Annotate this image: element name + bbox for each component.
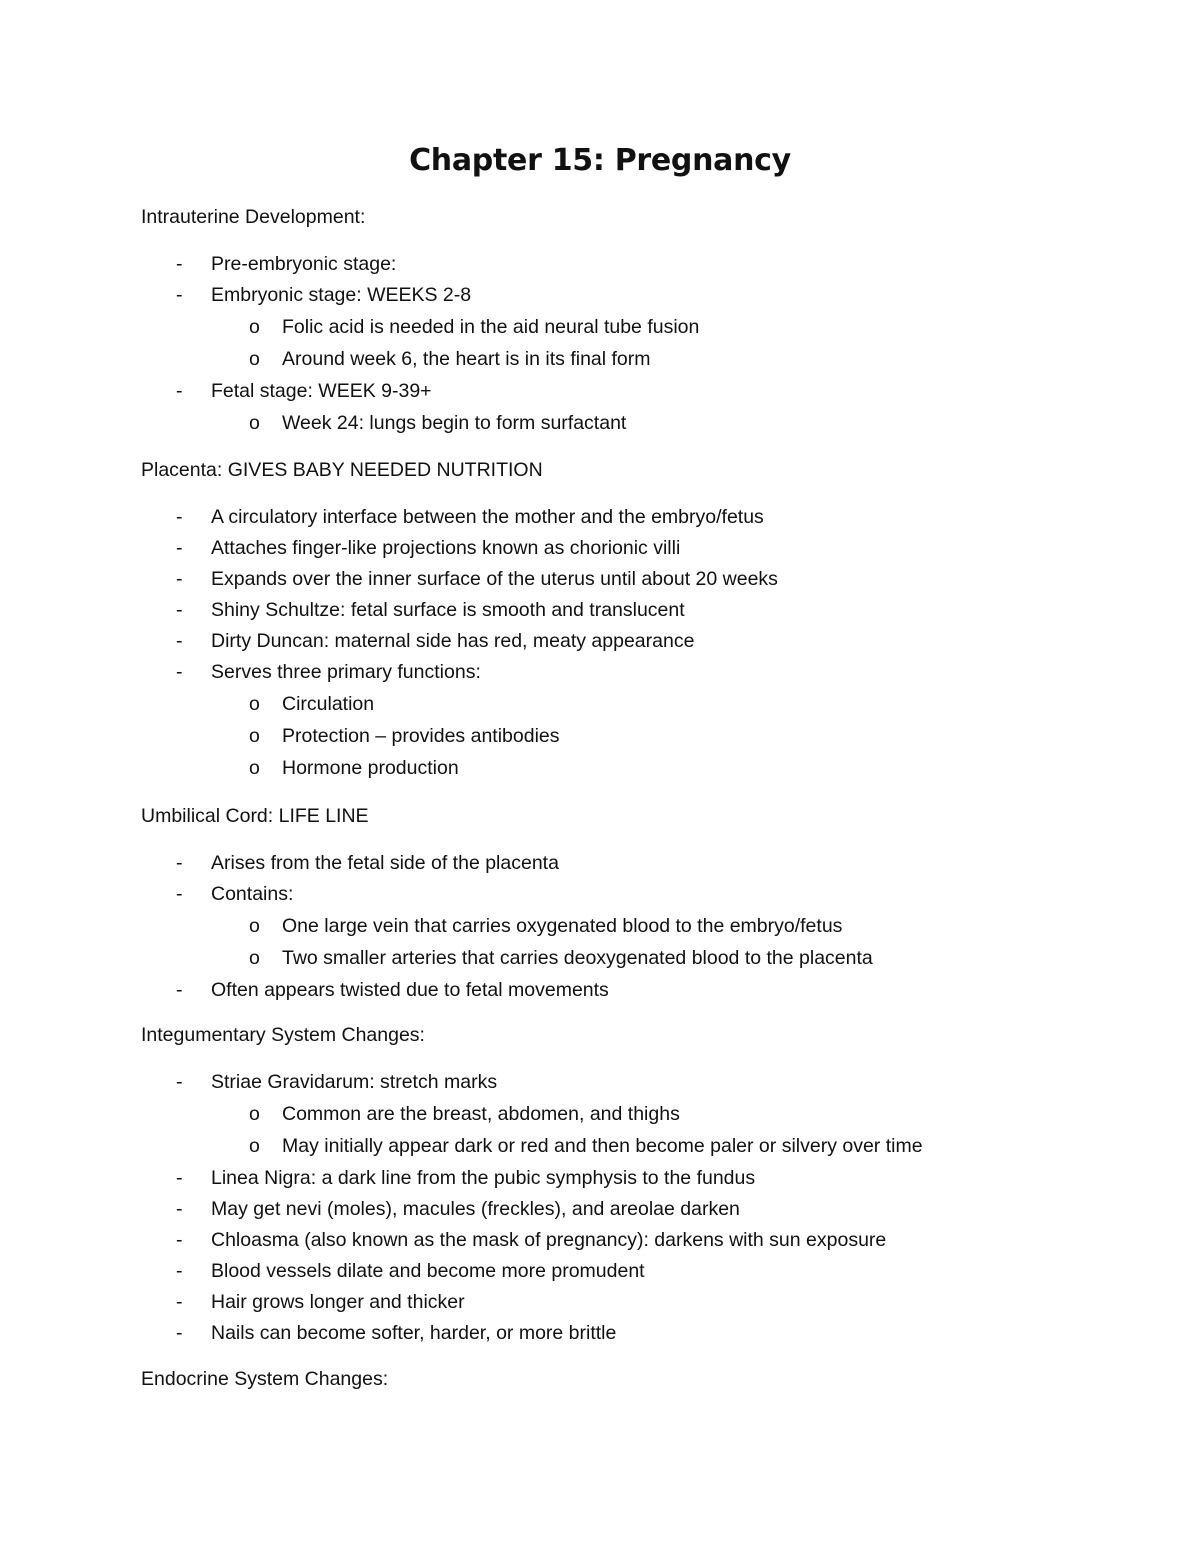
list-item-text: Chloasma (also known as the mask of pregnancy): darkens with sun exposure bbox=[211, 1229, 887, 1251]
list-item-text: Folic acid is needed in the aid neural tube fusion bbox=[282, 316, 700, 338]
list-item bbox=[0, 883, 1200, 914]
dash-bullet: - bbox=[176, 1260, 183, 1282]
list-item-text: A circulatory interface between the mother and the embryo/fetus bbox=[211, 506, 764, 528]
list-item-text: Around week 6, the heart is in its final form bbox=[282, 348, 651, 370]
list-item-text: Week 24: lungs begin to form surfactant bbox=[282, 412, 627, 434]
list-item-text: Hormone production bbox=[282, 757, 459, 779]
dash-bullet: - bbox=[176, 883, 183, 905]
circle-bullet: o bbox=[249, 348, 260, 370]
list-item bbox=[0, 1291, 1200, 1322]
list-item bbox=[0, 1260, 1200, 1291]
dash-bullet: - bbox=[176, 380, 183, 402]
list-item bbox=[0, 284, 1200, 315]
list-item-text: May get nevi (moles), macules (freckles), and areolae darken bbox=[211, 1198, 740, 1220]
sub-list-item bbox=[0, 725, 1200, 756]
dash-bullet: - bbox=[176, 1291, 183, 1313]
dash-bullet: - bbox=[176, 1071, 183, 1093]
list-item-text: Dirty Duncan: maternal side has red, meaty appearance bbox=[211, 630, 695, 652]
sub-list-item bbox=[0, 947, 1200, 978]
list-item-text: Two smaller arteries that carries deoxygenated blood to the placenta bbox=[282, 947, 873, 969]
list-item bbox=[0, 537, 1200, 568]
section-heading: Integumentary System Changes: bbox=[141, 1024, 425, 1046]
dash-bullet: - bbox=[176, 568, 183, 590]
dash-bullet: - bbox=[176, 1198, 183, 1220]
list-item-text: One large vein that carries oxygenated blood to the embryo/fetus bbox=[282, 915, 843, 937]
dash-bullet: - bbox=[176, 506, 183, 528]
circle-bullet: o bbox=[249, 1135, 260, 1157]
list-item-text: Common are the breast, abdomen, and thighs bbox=[282, 1103, 680, 1125]
list-item-text: May initially appear dark or red and then become paler or silvery over time bbox=[282, 1135, 923, 1157]
circle-bullet: o bbox=[249, 915, 260, 937]
dash-bullet: - bbox=[176, 1229, 183, 1251]
list-item bbox=[0, 630, 1200, 661]
list-item-text: Embryonic stage: WEEKS 2-8 bbox=[211, 284, 472, 306]
list-item-text: Serves three primary functions: bbox=[211, 661, 481, 683]
dash-bullet: - bbox=[176, 537, 183, 559]
dash-bullet: - bbox=[176, 253, 183, 275]
list-item-text: Striae Gravidarum: stretch marks bbox=[211, 1071, 498, 1093]
list-item bbox=[0, 1071, 1200, 1102]
list-item bbox=[0, 979, 1200, 1010]
list-item bbox=[0, 599, 1200, 630]
section-heading: Intrauterine Development: bbox=[141, 206, 366, 228]
sub-list-item bbox=[0, 757, 1200, 788]
list-item-text: Fetal stage: WEEK 9-39+ bbox=[211, 380, 432, 402]
list-item-text: Nails can become softer, harder, or more brittle bbox=[211, 1322, 617, 1344]
circle-bullet: o bbox=[249, 1103, 260, 1125]
list-item-text: Circulation bbox=[282, 693, 375, 715]
sub-list-item bbox=[0, 1135, 1200, 1166]
list-item bbox=[0, 1229, 1200, 1260]
list-item bbox=[0, 568, 1200, 599]
section-heading: Endocrine System Changes: bbox=[141, 1368, 389, 1390]
dash-bullet: - bbox=[176, 599, 183, 621]
dash-bullet: - bbox=[176, 852, 183, 874]
list-item bbox=[0, 1167, 1200, 1198]
circle-bullet: o bbox=[249, 757, 260, 779]
list-item-text: Expands over the inner surface of the uterus until about 20 weeks bbox=[211, 568, 778, 590]
circle-bullet: o bbox=[249, 725, 260, 747]
circle-bullet: o bbox=[249, 316, 260, 338]
list-item bbox=[0, 661, 1200, 692]
list-item bbox=[0, 506, 1200, 537]
list-item-text: Blood vessels dilate and become more promudent bbox=[211, 1260, 645, 1282]
sub-list-item bbox=[0, 316, 1200, 347]
document-title: Chapter 15: Pregnancy bbox=[409, 143, 791, 178]
dash-bullet: - bbox=[176, 1167, 183, 1189]
circle-bullet: o bbox=[249, 412, 260, 434]
list-item-text: Linea Nigra: a dark line from the pubic symphysis to the fundus bbox=[211, 1167, 756, 1189]
list-item bbox=[0, 1322, 1200, 1353]
dash-bullet: - bbox=[176, 1322, 183, 1344]
section-heading: Umbilical Cord: LIFE LINE bbox=[141, 805, 369, 827]
sub-list-item bbox=[0, 915, 1200, 946]
circle-bullet: o bbox=[249, 693, 260, 715]
dash-bullet: - bbox=[176, 979, 183, 1001]
sub-list-item bbox=[0, 693, 1200, 724]
dash-bullet: - bbox=[176, 661, 183, 683]
circle-bullet: o bbox=[249, 947, 260, 969]
list-item-text: Contains: bbox=[211, 883, 294, 905]
sub-list-item bbox=[0, 412, 1200, 443]
dash-bullet: - bbox=[176, 284, 183, 306]
list-item-text: Shiny Schultze: fetal surface is smooth and translucent bbox=[211, 599, 685, 621]
list-item-text: Pre-embryonic stage: bbox=[211, 253, 397, 275]
list-item bbox=[0, 852, 1200, 883]
list-item bbox=[0, 253, 1200, 284]
list-item-text: Arises from the fetal side of the placenta bbox=[211, 852, 559, 874]
list-item-text: Often appears twisted due to fetal movements bbox=[211, 979, 609, 1001]
sub-list-item bbox=[0, 348, 1200, 379]
dash-bullet: - bbox=[176, 630, 183, 652]
list-item-text: Hair grows longer and thicker bbox=[211, 1291, 465, 1313]
list-item bbox=[0, 1198, 1200, 1229]
list-item bbox=[0, 380, 1200, 411]
list-item-text: Protection – provides antibodies bbox=[282, 725, 560, 747]
sub-list-item bbox=[0, 1103, 1200, 1134]
section-heading: Placenta: GIVES BABY NEEDED NUTRITION bbox=[141, 459, 543, 481]
list-item-text: Attaches finger-like projections known as chorionic villi bbox=[211, 537, 681, 559]
